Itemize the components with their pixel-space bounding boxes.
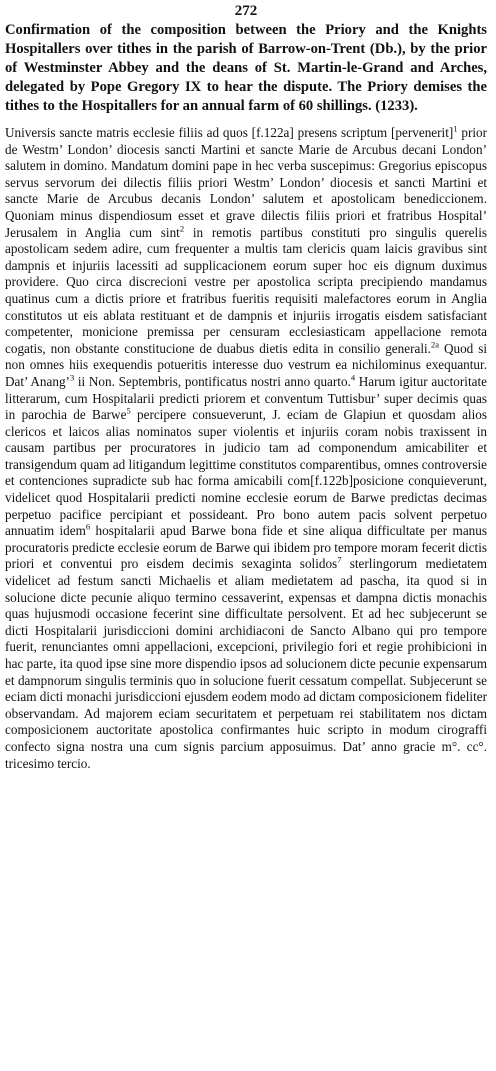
footnote-ref: 2a [430,339,439,350]
body-text: Harum igitur auctoritate litterarum, cum Hospitalarii predicti priorem et conventum Tuttisbur’ super decimis quas in parochia de Barwe [5,373,487,423]
footnote-ref: 3 [69,372,75,383]
footnote-ref: 4 [350,372,356,383]
body-text: sterlingorum medietatem videlicet ad festum sancti Michaelis et aliam medietatem ad pascha, ita quod si in solucione dicte pecunie aliquo termino cessaverint, expensas et dampna dictis monachis quas hujusmodi occasione fecerint sine difficultate persolvent. Et ad hec subjecerunt se dicti Hospitalarii jurisdiccioni domini archidiaconi de Sancto Albano qui pro tempore fuerit, renunciantes omni appellacioni, excepcioni, privilegio fori et regie prohibicioni in hac parte, ita quod ipse sine more dispendio ipsos ad solucionem dicte pecunie expensarum et dampnorum singulis terminis quo in solucione fuerit cessatum compellat. Subjecerunt se eciam dicti monachi jurisdiccioni ejusdem eodem modo ad dictam composicionem fideliter observandam. Ad majorem eciam securitatem et perpetuam rei stabilitatem nos dictam composicionem auctoritate apostolica confirmantes huic scripto in modum cirograffi confecto signa nostra una cum signis parcium apposuimus. Dat’ anno gracie m°. cc°. tricesimo tercio. [5,556,487,771]
page-number: 272 [234,3,258,19]
footnote-ref: 5 [126,405,131,416]
body-text: in remotis partibus constituti pro singulis querelis apostolicam sedem adire, cum frequenter a multis tam clericis quam laicis gravibus sint dampnis et injuriis lacessiti ad supplicacionem eorum super hoc eis dignum duximus providere. Quo circa discrecioni vestre per apostolica scripta precipiendo mandamus quatinus cum a dictis priore et fratribus fueritis requisiti malefactores eorum in Anglia constitutos ut eis ablata restituant et de dampnis et injuriis irrogatis eisdem satisfaciant competenter, monicione premissa per censuram ecclesiasticam appellacione remota cogatis, non obstante constitucione de duabus dietis edita in consilio generali. [5,224,487,356]
document-heading: Confirmation of the composition between the Priory and the Knights Hospitallers over tithes in the parish of Barrow-on-Trent (Db.), by the prior of Westminster Abbey and the deans of St. Martin-le-Grand and Arches, delegated by Pope Gregory IX to hear the dispute. The Priory demises the tithes to the Hospitallers for an annual farm of 60 shillings. (1233). [5,22,487,114]
body-text: Quod si non omnes hiis exequendis potueritis interesse duo vestrum ea nichilominus exequantur. Dat’ Anang’ [5,340,487,389]
body-text: hospitalarii apud Barwe bona fide et sine aliqua difficultate per manus procuratoris predicte ecclesie eorum de Barwe qui ibidem pro tempore moram fecerit dictis priori et conventui pro eisdem decimis sexaginta solidos [5,523,487,572]
document-body [5,125,487,772]
footnote-ref: 7 [337,555,342,566]
footnote-ref: 1 [453,123,458,134]
body-text: percipere consueverunt, J. eciam de Glapiun et quosdam alios clericos et laicos alias nominatos super violentis et injuriis coram nobis traxissent in causam partibus per procuratores in judicio tam ad componendum amicabiliter et transigendum quam ad litigandum legittime constitutos comparentibus, omnes controversie et contenciones supradicte sub hac forma amicabili com[f.122b]posicione conquieverunt, videlicet quod Hospitalarii predicti nomine ecclesie eorum de Barwe predictas decimas perpetuo pacifice percipiant et possideant. Pro bono autem pacis solvent perpetuo annuatim idem [5,407,487,539]
footnote-ref: 2 [179,223,185,234]
body-text: prior de Westm’ London’ diocesis sancti Martini et sancte Marie de Arcubus decani London’ salutem in domino. Mandatum domini pape in hec verba suscepimus: Gregorius episcopus servus servorum dei dilectis filiis priori Westm’ London’ diocesis et sancti Martini et sancte Marie de Arcubus decanis London’ salutem et apostolicam benediccionem. Quoniam minus dispendiosum esset et grave dilectis filiis priori et fratribus Hospital’ Jerusalem in Anglia cum sint [5,125,487,240]
footnote-ref: 6 [85,521,91,532]
body-text: ii Non. Septembris, pontificatus nostri anno quarto. [74,373,351,389]
body-text: Universis sancte matris ecclesie filiis ad quos [f.122a] presens scriptum [pervenerit] [5,125,454,140]
